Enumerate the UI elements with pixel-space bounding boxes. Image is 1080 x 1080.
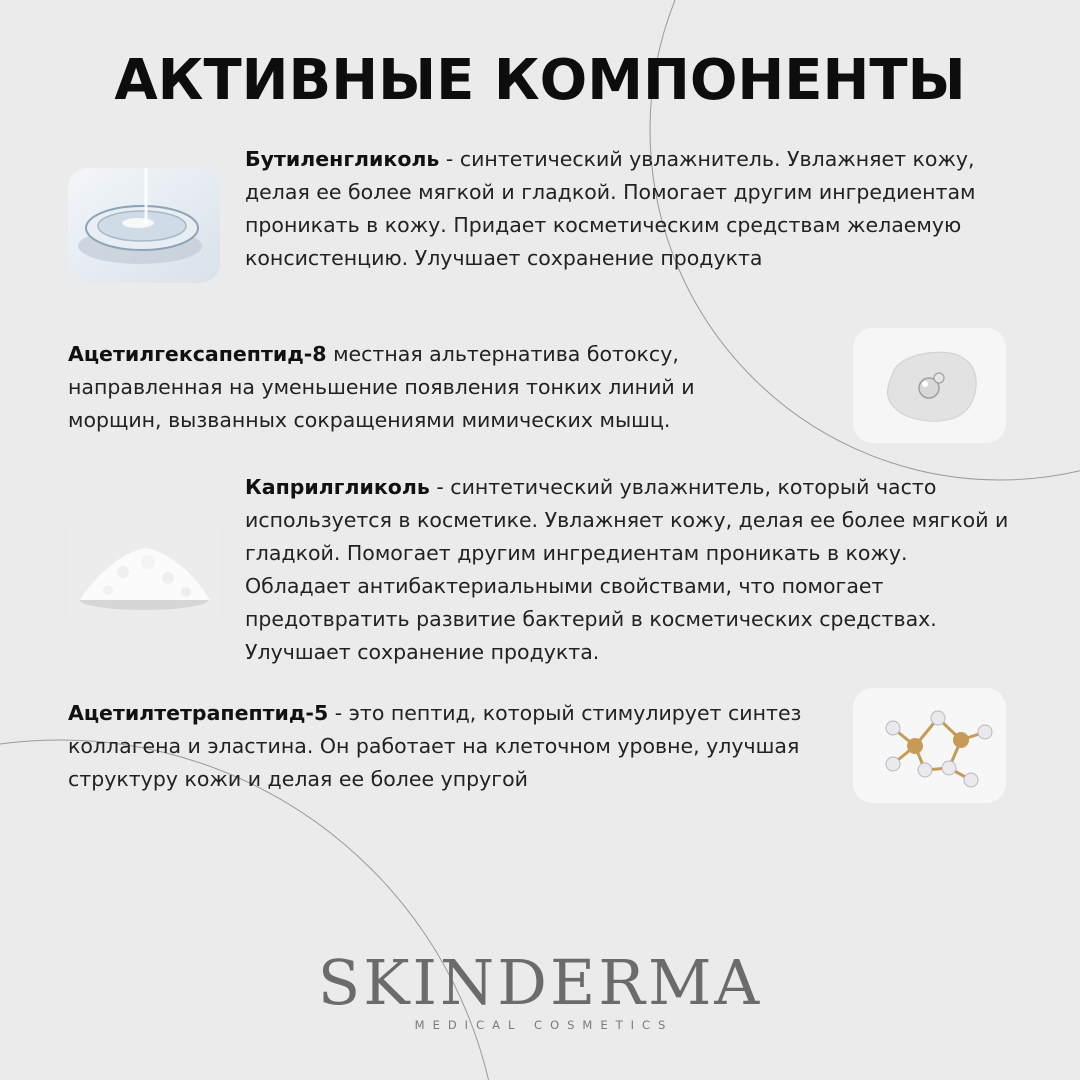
brand-logo	[0, 948, 1080, 1032]
ingredient-text-3: - синтетический увлажнитель, который часто используется в косметике. Увлажняет кожу, делая ее более мягкой и гладкой. Помогает другим ингредиентам проникать в кожу. Обладает антибактериальными свойствами, что помогает предотвратить развитие бактерий в косметических средствах. Улучшает сохранение продукта.	[245, 475, 1009, 664]
gel-drop-image	[853, 328, 1006, 443]
ingredient-description-2	[68, 338, 758, 437]
ingredient-name-3: Каприлгликоль	[245, 475, 430, 499]
ingredient-text-4: - это пептид, который стимулирует синтез коллагена и эластина. Он работает на клеточном уровне, улучшая структуру кожи и делая ее более упругой	[68, 701, 802, 791]
ingredient-name-4: Ацетилтетрапептид-5	[68, 701, 329, 725]
ingredient-name-2: Ацетилгексапептид-8	[68, 342, 327, 366]
ingredient-name-1: Бутиленгликоль	[245, 147, 440, 171]
white-powder-image	[68, 512, 220, 627]
ingredient-description-3	[245, 471, 1015, 669]
ingredient-text-1: - синтетический увлажнитель. Увлажняет кожу, делая ее более мягкой и гладкой. Помогает другим ингредиентам проникать в кожу. Придает косметическим средствам желаемую консистенцию. Улучшает сохранение продукта	[245, 147, 976, 270]
ingredient-text-2: местная альтернатива ботоксу, направленная на уменьшение появления тонких линий и морщин, вызванных сокращениями мимических мышц.	[68, 342, 695, 432]
page-title: АКТИВНЫЕ КОМПОНЕНТЫ	[114, 48, 966, 113]
brand-tagline: MEDICAL COSMETICS	[414, 1018, 674, 1032]
ingredient-description-1	[245, 143, 1015, 275]
molecule-image	[853, 688, 1006, 803]
brand-name: SKINDERMA	[317, 946, 763, 1019]
ingredient-description-4	[68, 697, 828, 796]
water-dish-image	[68, 168, 220, 283]
